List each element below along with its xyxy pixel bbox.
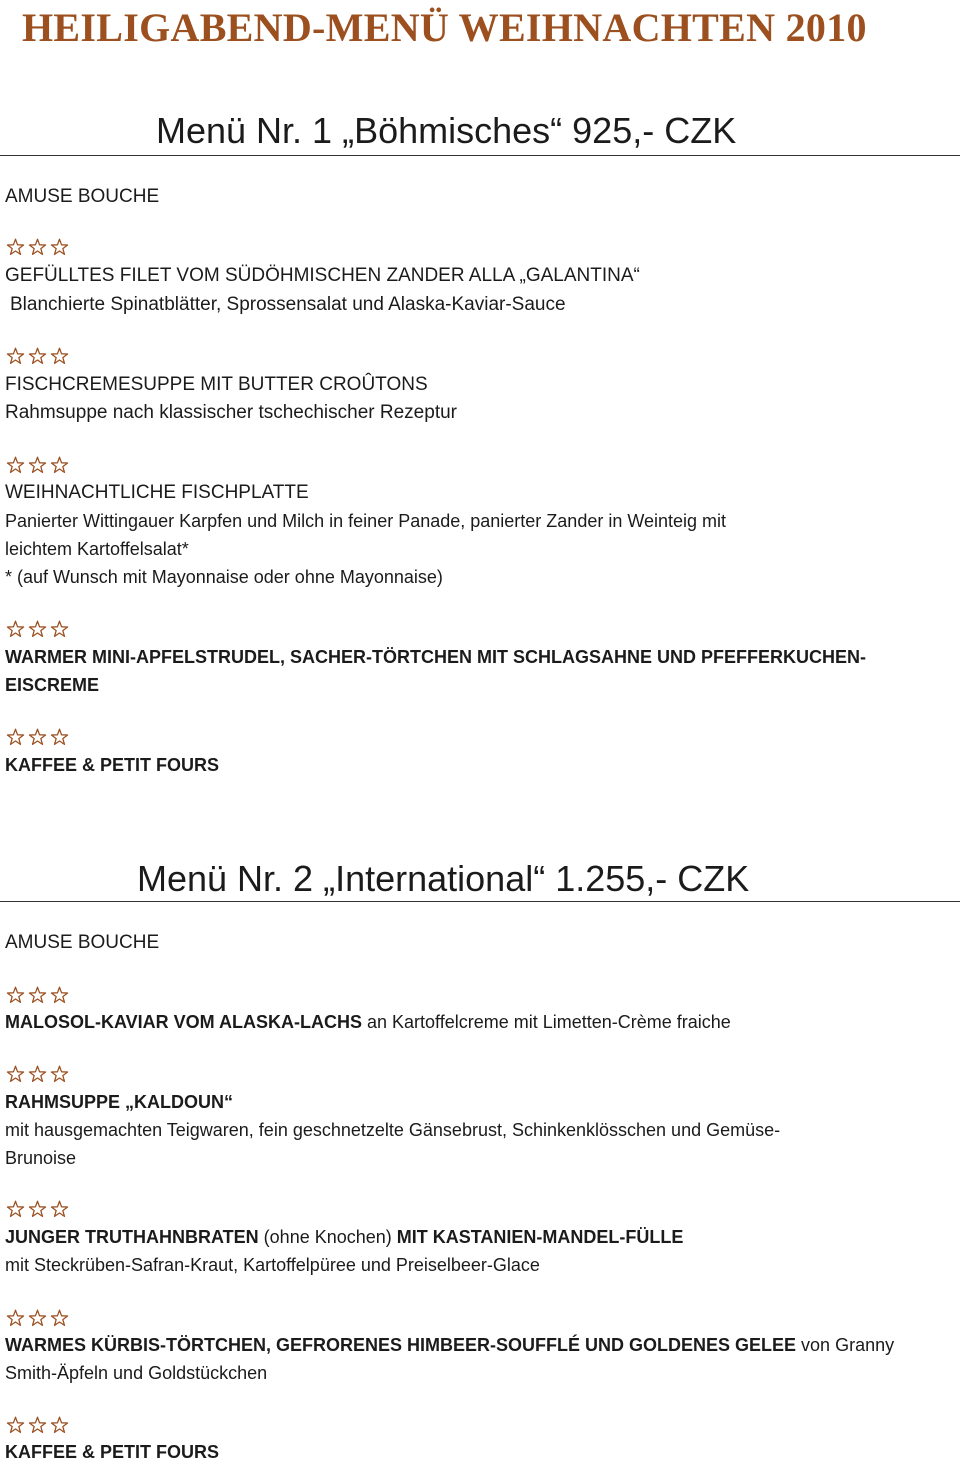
star-divider	[6, 1309, 69, 1328]
star-icon	[50, 728, 69, 747]
menu2-course5-title: KAFFEE & PETIT FOURS	[5, 1442, 220, 1462]
star-icon	[6, 728, 25, 747]
star-icon	[6, 1065, 25, 1084]
star-icon	[6, 347, 25, 366]
star-icon	[28, 456, 47, 475]
menu2-course4-desc: von Granny	[796, 1335, 895, 1355]
menu1-course4-title: WARMER MINI-APFELSTRUDEL, SACHER-TÖRTCHEN MIT SCHLAGSAHNE UND PFEFFERKUCHEN-	[5, 647, 866, 667]
star-icon	[50, 1200, 69, 1219]
menu1-course2-desc: Rahmsuppe nach klassischer tschechischer Rezeptur	[5, 402, 457, 423]
menu2-amuse-bouche: AMUSE BOUCHE	[5, 932, 160, 953]
star-icon	[28, 986, 47, 1005]
menu1-course3-desc: leichtem Kartoffelsalat*	[5, 539, 189, 559]
menu1-heading: Menü Nr. 1 „Böhmisches“ 925,- CZK	[156, 110, 737, 151]
menu1-course4-title: EISCREME	[5, 675, 100, 695]
star-divider	[6, 986, 69, 1005]
star-icon	[6, 238, 25, 257]
star-divider	[6, 728, 69, 747]
menu2-rule	[0, 901, 960, 902]
menu2-course3-desc: mit Steckrüben-Safran-Kraut, Kartoffelpüree und Preiselbeer-Glace	[5, 1255, 540, 1275]
menu1-course3-desc: Panierter Wittingauer Karpfen und Milch in feiner Panade, panierter Zander in Weinteig mit	[5, 511, 727, 531]
star-icon	[50, 1309, 69, 1328]
star-divider	[6, 1200, 69, 1219]
star-icon	[28, 728, 47, 747]
menu1-rule	[0, 155, 960, 156]
star-icon	[6, 456, 25, 475]
menu1-course3-note: * (auf Wunsch mit Mayonnaise oder ohne Mayonnaise)	[5, 567, 443, 587]
star-icon	[50, 1416, 69, 1435]
star-icon	[50, 986, 69, 1005]
star-icon	[28, 1309, 47, 1328]
menu1-amuse-bouche: AMUSE BOUCHE	[5, 186, 160, 207]
menu1-course1-title: GEFÜLLTES FILET VOM SÜDÖHMISCHEN ZANDER ALLA „GALANTINA“	[5, 265, 640, 286]
star-icon	[28, 1065, 47, 1084]
menu2-course4-desc: Smith-Äpfeln und Goldstückchen	[5, 1363, 268, 1383]
star-icon	[50, 1065, 69, 1084]
menu2-course3	[5, 1227, 683, 1248]
star-icon	[28, 347, 47, 366]
star-icon	[6, 620, 25, 639]
star-icon	[50, 620, 69, 639]
menu2-course3-title: JUNGER TRUTHAHNBRATEN	[5, 1227, 259, 1247]
star-divider	[6, 347, 69, 366]
star-icon	[6, 1309, 25, 1328]
star-icon	[6, 986, 25, 1005]
menu2-course4	[5, 1335, 894, 1356]
menu1-course5-title: KAFFEE & PETIT FOURS	[5, 755, 220, 775]
star-divider	[6, 1065, 69, 1084]
menu2-course3-title: MIT KASTANIEN-MANDEL-FÜLLE	[396, 1227, 684, 1247]
menu2-course3-note: (ohne Knochen)	[258, 1227, 397, 1247]
star-icon	[28, 1200, 47, 1219]
menu1-course3-title: WEIHNACHTLICHE FISCHPLATTE	[5, 482, 309, 503]
star-divider	[6, 238, 69, 257]
menu1-course1-desc: Blanchierte Spinatblätter, Sprossensalat und Alaska-Kaviar-Sauce	[10, 294, 566, 315]
star-divider	[6, 456, 69, 475]
star-icon	[50, 347, 69, 366]
star-icon	[50, 238, 69, 257]
page-title: HEILIGABEND-MENÜ WEIHNACHTEN 2010	[22, 5, 867, 50]
menu2-course4-title: WARMES KÜRBIS-TÖRTCHEN, GEFRORENES HIMBEER-SOUFFLÉ UND GOLDENES GELEE	[5, 1335, 797, 1355]
menu2-course1	[5, 1012, 731, 1033]
star-icon	[28, 238, 47, 257]
star-icon	[28, 620, 47, 639]
star-divider	[6, 1416, 69, 1435]
menu2-course1-desc: an Kartoffelcreme mit Limetten-Crème fraiche	[361, 1012, 731, 1032]
menu2-course1-title: MALOSOL-KAVIAR VOM ALASKA-LACHS	[5, 1012, 362, 1032]
menu2-course2-title: RAHMSUPPE „KALDOUN“	[5, 1092, 234, 1112]
menu1-course2-title: FISCHCREMESUPPE MIT BUTTER CROÛTONS	[5, 374, 428, 395]
star-icon	[50, 456, 69, 475]
menu2-course2-desc: mit hausgemachten Teigwaren, fein geschnetzelte Gänsebrust, Schinkenklösschen und Gemüse-	[5, 1120, 781, 1140]
star-icon	[6, 1416, 25, 1435]
menu2-course2-desc: Brunoise	[5, 1148, 77, 1168]
star-icon	[28, 1416, 47, 1435]
menu2-heading: Menü Nr. 2 „International“ 1.255,- CZK	[137, 858, 750, 899]
star-divider	[6, 620, 69, 639]
star-icon	[6, 1200, 25, 1219]
